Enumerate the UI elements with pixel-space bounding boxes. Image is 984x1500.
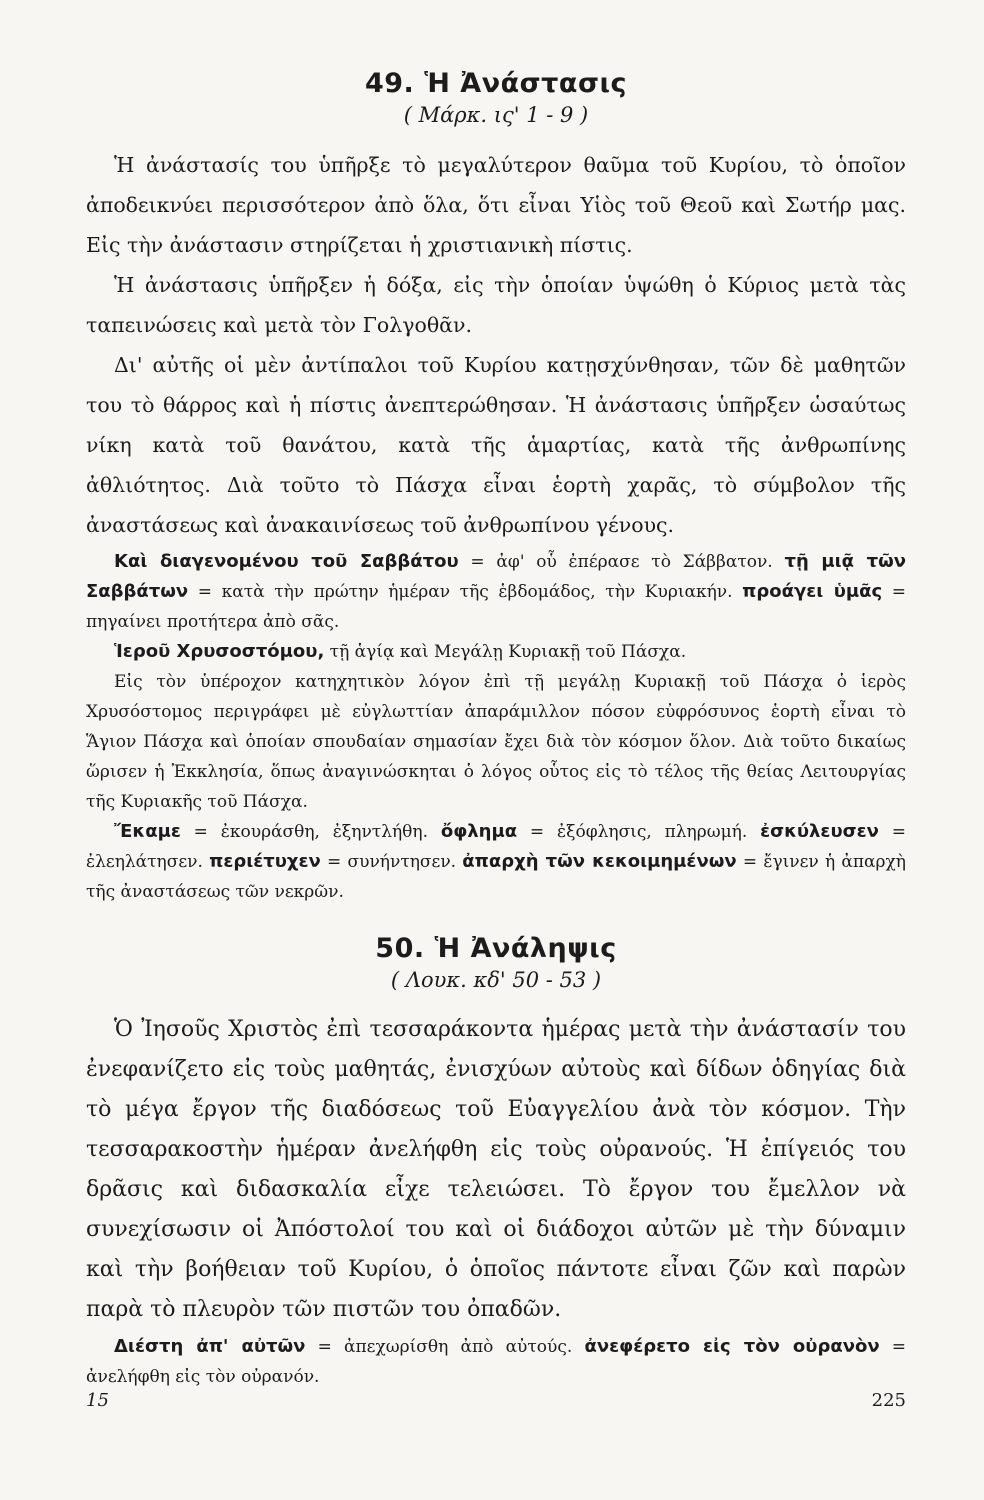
glossary-term: ἀπαρχὴ τῶν κεκοιμημένων xyxy=(462,851,737,872)
page-number: 225 xyxy=(871,1390,906,1411)
section-title: 50. Ἡ Ἀνάληψις xyxy=(375,933,617,964)
paragraph: Ἡ ἀνάστασίς του ὑπῆρξε τὸ μεγαλύτερον θαῦμα τοῦ Κυρίου, τὸ ὁποῖον ἀποδεικνύει περισσότερον ἀπὸ ὅλα, ὅτι εἶναι Υἱὸς τοῦ Θεοῦ καὶ Σωτήρ μας. Εἰς τὴν ἀνάστασιν στηρίζεται ἡ χριστιανικὴ πίστις. xyxy=(86,153,906,257)
glossary-term: προάγει ὑμᾶς xyxy=(742,581,883,602)
glossary-definition: = ἀνελήφθη εἰς τὸν οὐρανόν. xyxy=(86,1337,907,1387)
glossary-block xyxy=(86,547,906,637)
glossary-term: ἀνεφέρετο εἰς τὸν οὐρανὸν xyxy=(584,1336,880,1357)
paragraph: Ἡ ἀνάστασις ὑπῆρξεν ἡ δόξα, εἰς τὴν ὁποίαν ὑψώθη ὁ Κύριος μετὰ τὰς ταπεινώσεις καὶ μετὰ τὸν Γολγοθᾶν. xyxy=(86,273,906,337)
glossary-term: Ἔκαμε xyxy=(114,821,181,842)
glossary-definition: = ἔγινεν ἡ ἀπαρχὴ τῆς ἀναστάσεως τῶν νεκρῶν. xyxy=(86,852,906,902)
glossary-term: Διέστη ἀπ' αὐτῶν xyxy=(114,1336,306,1357)
page xyxy=(86,68,906,1392)
scripture-reference: ( Μάρκ. ις' 1 - 9 ) xyxy=(403,103,589,127)
commentary-paragraph: Εἰς τὸν ὑπέροχον κατηχητικὸν λόγον ἐπὶ τῇ μεγάλῃ Κυριακῇ τοῦ Πάσχα ὁ ἱερὸς Χρυσόστομος περιγράφει μὲ εὐγλωττίαν ἀπαράμιλλον πόσον εὐφρόσυνος ἑορτὴ εἶναι τὸ Ἅγιον Πάσχα καὶ ὁποίαν σπουδαίαν σημασίαν ἔχει διὰ τὸν κόσμον ὅλον. Διὰ τοῦτο δικαίως ὥρισεν ἡ Ἐκκλησία, ὅπως ἀναγινώσκηται ὁ λόγος οὗτος εἰς τὸ τέλος τῆς θείας Λειτουργίας τῆς Κυριακῆς τοῦ Πάσχα. xyxy=(86,672,906,812)
glossary-definition: = ἐξόφλησις, πληρωμή. xyxy=(517,822,761,842)
glossary-definition: = ἀπεχωρίσθη ἀπὸ αὐτούς. xyxy=(305,1337,585,1357)
scripture-reference: ( Λουκ. κδ' 50 - 53 ) xyxy=(390,968,602,992)
glossary-definition: = ἀφ' οὗ ἐπέρασε τὸ Σάββατον. xyxy=(458,552,785,572)
glossary-definition: τῇ ἁγίᾳ καὶ Μεγάλῃ Κυριακῇ τοῦ Πάσχα. xyxy=(324,642,687,662)
glossary-term: Ἱεροῦ Χρυσοστόμου, xyxy=(114,641,325,662)
signature-mark: 15 xyxy=(86,1390,109,1411)
glossary-term: Καὶ διαγενομένου τοῦ Σαββάτου xyxy=(114,551,459,572)
glossary-term: ἐσκύλευσεν xyxy=(760,821,879,842)
glossary-definition: = πηγαίνει προτήτερα ἀπὸ σᾶς. xyxy=(86,582,907,632)
glossary-block xyxy=(86,817,906,907)
section-ascension xyxy=(86,933,906,1392)
glossary-definition: = κατὰ τὴν πρώτην ἡμέραν τῆς ἑβδομάδος, τὴν Κυριακήν. xyxy=(188,582,743,602)
section-title: 49. Ἡ Ἀνάστασις xyxy=(364,68,627,99)
glossary-block xyxy=(86,1332,906,1392)
glossary-term: ὄφλημα xyxy=(440,821,518,842)
glossary-definition: = συνήντησεν. xyxy=(320,852,463,872)
glossary-definition: = ἐλεηλάτησεν. xyxy=(86,822,906,872)
paragraph: Ὁ Ἰησοῦς Χριστὸς ἐπὶ τεσσαράκοντα ἡμέρας μετὰ τὴν ἀνάστασίν του ἐνεφανίζετο εἰς τοὺς μαθητάς, ἐνισχύων αὐτοὺς καὶ δίδων ὁδηγίας διὰ τὸ μέγα ἔργον τῆς διαδόσεως τοῦ Εὐαγγελίου ἀνὰ τὸν κόσμον. Τὴν τεσσαρακοστὴν ἡμέραν ἀνελήφθη εἰς τοὺς οὐρανούς. Ἡ ἐπίγειός του δρᾶσις καὶ διδασκαλία εἶχε τελειώσει. Τὸ ἔργον του ἔμελλον νὰ συνεχίσωσιν οἱ Ἀπόστολοί του καὶ οἱ διάδοχοι αὐτῶν μὲ τὴν δύναμιν καὶ τὴν βοήθειαν τοῦ Κυρίου, ὁ ὁποῖος πάντοτε εἶναι ζῶν καὶ παρὼν παρὰ τὸ πλευρὸν τῶν πιστῶν του ὀπαδῶν. xyxy=(86,1017,906,1322)
paragraph: Δι' αὐτῆς οἱ μὲν ἀντίπαλοι τοῦ Κυρίου κατῃσχύνθησαν, τῶν δὲ μαθητῶν του τὸ θάρρος καὶ ἡ πίστις ἀνεπτερώθησαν. Ἡ ἀνάστασις ὑπῆρξεν ὡσαύτως νίκη κατὰ τοῦ θανάτου, κατὰ τῆς ἁμαρτίας, κατὰ τῆς ἀνθρωπίνης ἀθλιότητος. Διὰ τοῦτο τὸ Πάσχα εἶναι ἑορτὴ χαρᾶς, τὸ σύμβολον τῆς ἀναστάσεως καὶ ἀνακαινίσεως τοῦ ἀνθρωπίνου γένους. xyxy=(86,353,906,537)
glossary-block xyxy=(86,637,906,667)
glossary-term: τῇ μιᾷ τῶν Σαββάτων xyxy=(86,551,906,602)
glossary-term: περιέτυχεν xyxy=(209,851,321,872)
glossary-definition: = ἐκουράσθη, ἐξηντλήθη. xyxy=(180,822,441,842)
glossary-notes xyxy=(86,547,906,907)
glossary-notes xyxy=(86,1332,906,1392)
